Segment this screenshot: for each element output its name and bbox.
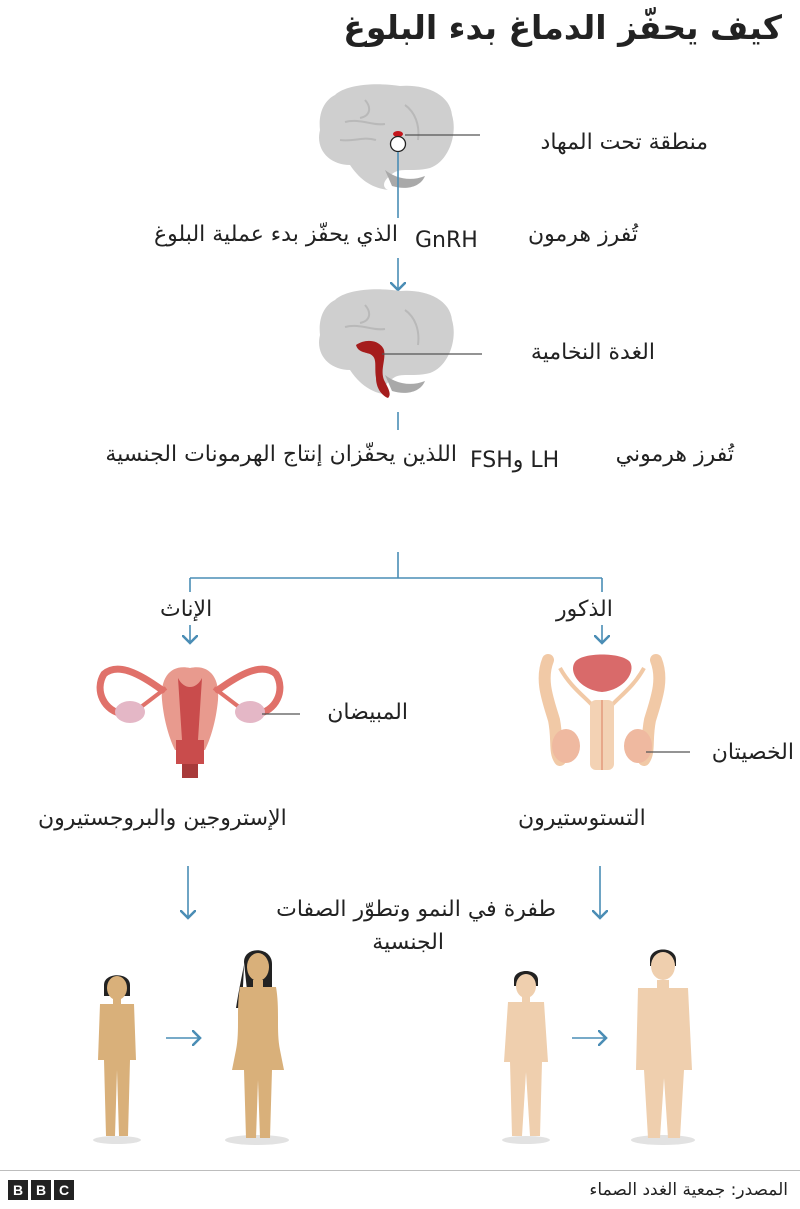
growth-text-line1: طفرة في النمو وتطوّر الصفات [276,897,556,922]
bbc-logo-letter: B [8,1180,28,1200]
footer-divider [0,1170,800,1171]
man-figure-icon [631,950,695,1146]
fsh-lh-secretes-suffix: اللذين يحفّزان إنتاج الهرمونات الجنسية [105,442,457,467]
growth-text-line2: الجنسية [372,930,444,955]
male-heading: الذكور [556,597,613,622]
bbc-logo [8,1180,74,1200]
female-reproductive-icon [100,667,300,778]
brain-pituitary-icon [319,289,482,398]
brain-hypothalamus-icon [319,84,480,190]
female-hormones-label: الإستروجين والبروجستيرون [38,806,287,831]
hypothalamus-label: منطقة تحت المهاد [540,130,708,155]
male-reproductive-icon [545,655,690,771]
bbc-logo-letter: B [31,1180,51,1200]
boy-figure-icon [502,971,550,1144]
source-credit: المصدر: جمعية الغدد الصماء [589,1180,788,1200]
testes-label: الخصيتان [711,740,794,765]
girl-figure-icon [93,975,141,1144]
ovaries-label: المبيضان [327,700,408,725]
fsh-lh-hormone-names: FSHو LH [470,448,560,473]
bbc-logo-letter: C [54,1180,74,1200]
woman-figure-icon [225,950,289,1145]
fsh-lh-secretes-prefix: تُفرز هرموني [615,442,734,467]
gnrh-secretes-prefix: تُفرز هرمون [527,222,638,247]
gnrh-secretes-suffix: الذي يحفّز بدء عملية البلوغ [154,222,398,247]
gnrh-hormone-name: GnRH [415,228,478,253]
pituitary-label: الغدة النخامية [530,340,655,365]
female-heading: الإناث [160,597,213,622]
page-title: كيف يحفّز الدماغ بدء البلوغ [343,8,782,47]
male-hormones-label: التستوستيرون [518,806,646,831]
